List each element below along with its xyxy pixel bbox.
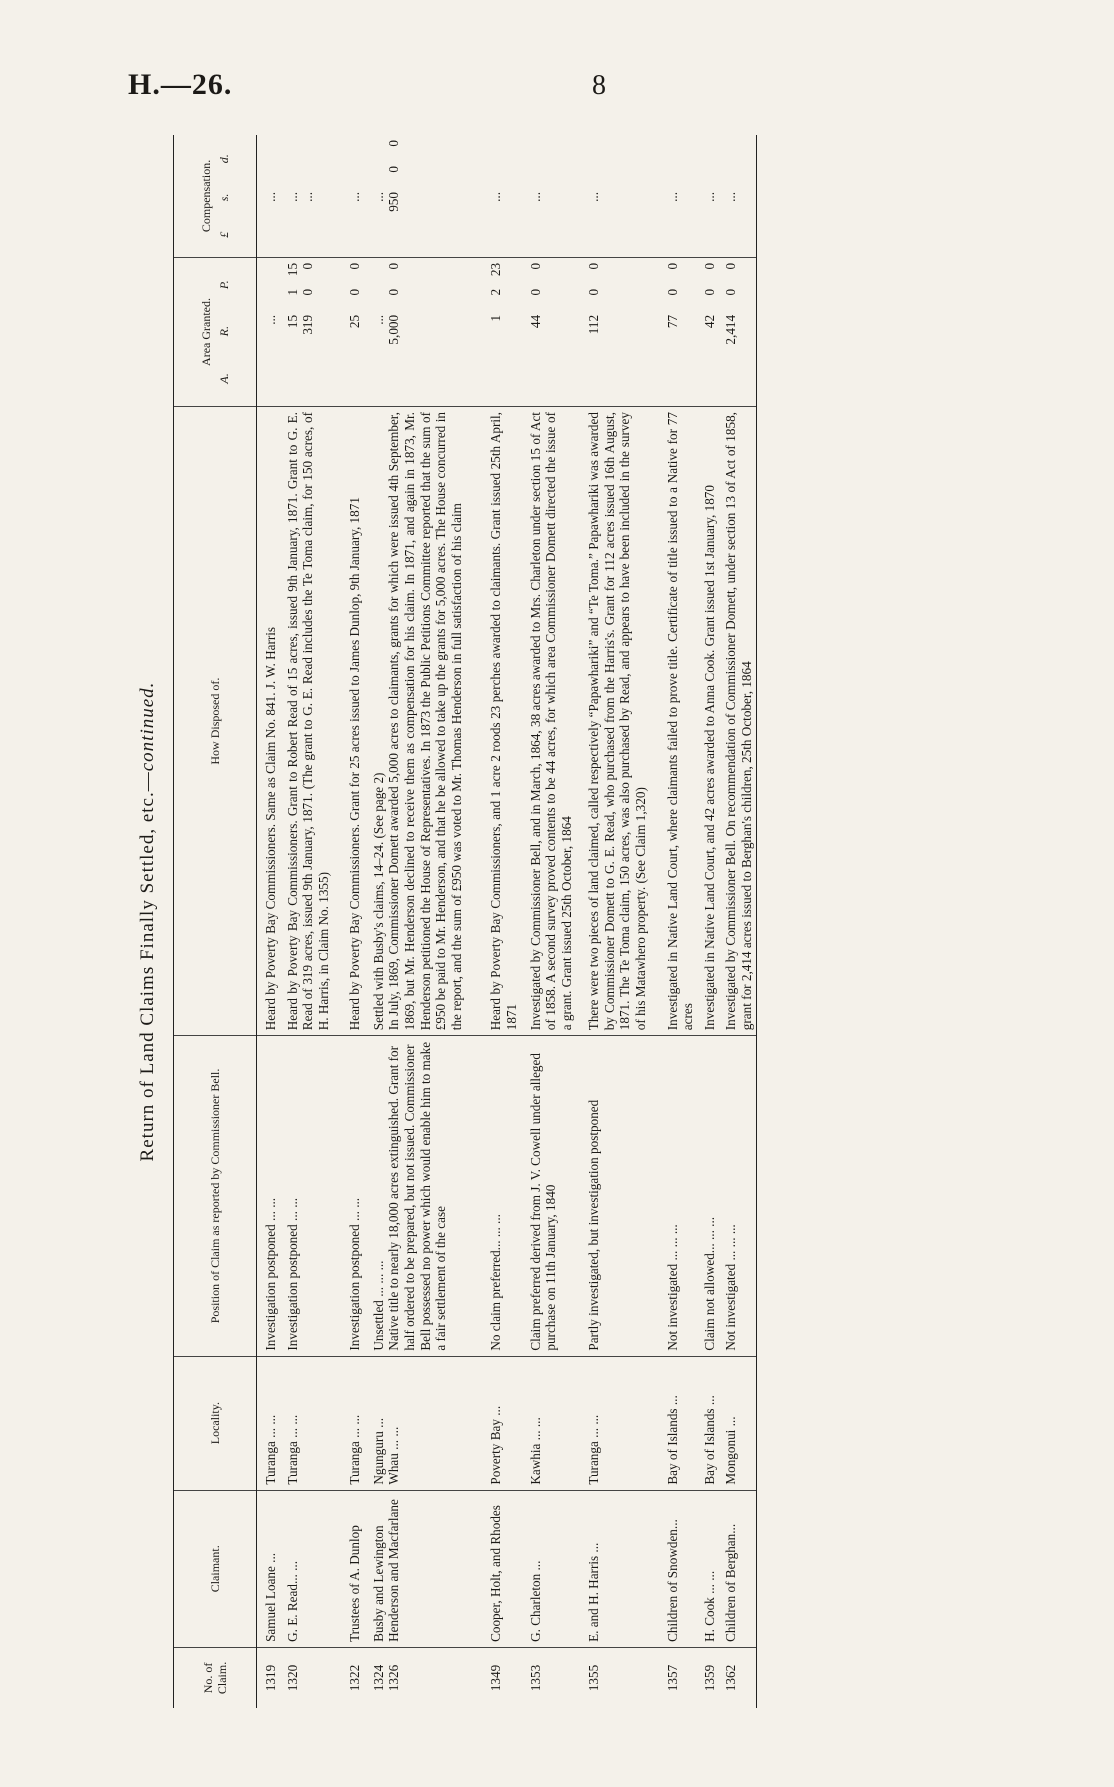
- header-locality: Locality.: [174, 1356, 257, 1490]
- claim-number: 1322: [347, 1664, 363, 1692]
- area-granted: [651, 257, 698, 406]
- unit-pence: d.: [217, 154, 231, 164]
- area-values: 112 0 0: [586, 262, 602, 335]
- area-granted: [576, 257, 650, 406]
- claimant-name: Trustees of A. Dunlop: [333, 1490, 365, 1647]
- page-number: 8: [592, 70, 606, 101]
- how-disposed: Heard by Poverty Bay Commissioners, and 1 acre 2 roods 23 perches awarded to claimants. Grant issued 25th April, 1871: [466, 407, 521, 1036]
- compensation-values: ...: [723, 192, 739, 202]
- header-area-label: Area Granted.: [198, 297, 213, 366]
- claim-position: Not investigated ... ... ...: [719, 1036, 757, 1356]
- compensation: [719, 135, 757, 257]
- claimant-name: H. Cook ... ...: [698, 1490, 720, 1647]
- table-row: [257, 135, 281, 1708]
- area-granted: [698, 257, 720, 406]
- table-row: [651, 135, 698, 1708]
- claim-position: No claim preferred... ... ...: [466, 1036, 521, 1356]
- table-row: [719, 135, 757, 1708]
- header-how: How Disposed of.: [174, 407, 257, 1036]
- locality: Kawhia ... ...: [522, 1356, 577, 1490]
- claim-position: Investigation postponed ... ...: [333, 1036, 365, 1356]
- how-disposed: Settled with Busby's claims, 14–24. (See page 2) In July, 1869, Commissioner Domett awarded 5,000 acres to claimants, grants for which were issued 4th September, 1869, but Mr. Henderson declined to receive them as compensation for his claim. In 1871, and again in 1873, Mr. Henderson petitioned the House of Representatives. In 1873 the Public Petitions Committee reported that the sum of £950 be paid to Mr. Henderson, and that he be allowed to take up the grants for 5,000 acres. The House concurred in the report, and the sum of £950 was voted to Mr. Thomas Henderson in full satisfaction of his claim: [365, 407, 466, 1036]
- claimant-name: Cooper, Holt, and Rhodes: [466, 1490, 521, 1647]
- compensation: [651, 135, 698, 257]
- header-compensation-label: Compensation.: [198, 159, 213, 233]
- compensation: [576, 135, 650, 257]
- header-claimant: Claimant.: [174, 1490, 257, 1647]
- claimant-name: E. and H. Harris ...: [576, 1490, 650, 1647]
- header-comp-units: [217, 139, 231, 253]
- locality: Turanga ... ...: [257, 1356, 281, 1490]
- area-values: 2,414 0 0: [723, 262, 739, 345]
- claim-number: 1355: [586, 1664, 602, 1692]
- area-values: ... 5,000 0 0: [370, 262, 402, 345]
- compensation: [466, 135, 521, 257]
- land-claims-table: [173, 135, 757, 1708]
- area-values: 1 2 23: [488, 262, 504, 322]
- compensation-values: ...: [664, 192, 680, 202]
- area-values: 15 319 1 0 15 0: [284, 262, 316, 335]
- rotated-table-frame: [137, 135, 1058, 1708]
- claimant-name: Busby and Lewington Henderson and Macfarlane: [365, 1490, 466, 1647]
- compensation-values: ...: [263, 192, 278, 202]
- claimant-name: G. Charleton ...: [522, 1490, 577, 1647]
- area-granted: [522, 257, 577, 406]
- table-row: [698, 135, 720, 1708]
- table-title: [137, 135, 159, 1708]
- locality: Turanga ... ...: [576, 1356, 650, 1490]
- unit-shillings: s.: [217, 193, 231, 202]
- claim-position: Claim preferred derived from J. V. Cowell under alleged purchase on 11th January, 1840: [522, 1036, 577, 1356]
- claim-number: 1357: [664, 1664, 680, 1692]
- compensation-values: ...: [527, 192, 543, 202]
- compensation-values: ...: [586, 192, 602, 202]
- locality: Turanga ... ...: [281, 1356, 334, 1490]
- table-rotation-wrapper: [137, 135, 1058, 1708]
- table-row: [365, 135, 466, 1708]
- claimant-name: Children of Snowden...: [651, 1490, 698, 1647]
- header-area: [174, 257, 257, 406]
- locality: Poverty Bay ...: [466, 1356, 521, 1490]
- claim-number: 1324 1326: [370, 1664, 402, 1692]
- claim-position: Not investigated ... ... ...: [651, 1036, 698, 1356]
- compensation: [281, 135, 334, 257]
- table-header-row: [174, 135, 257, 1708]
- table-row: [333, 135, 365, 1708]
- area-values: 42 0 0: [701, 262, 717, 329]
- claim-number: 1349: [488, 1664, 504, 1692]
- claim-position: Partly investigated, but investigation postponed: [576, 1036, 650, 1356]
- compensation: [333, 135, 365, 257]
- area-granted: [466, 257, 521, 406]
- document-reference: H.—26.: [128, 68, 233, 101]
- table-title-continued: continued.: [137, 681, 158, 772]
- area-granted: [257, 257, 281, 406]
- compensation-values: ...: [347, 192, 363, 202]
- area-values: 25 0 0: [347, 262, 363, 329]
- compensation: [698, 135, 720, 257]
- unit-pounds: £: [217, 231, 231, 238]
- header-area-units: [217, 262, 231, 402]
- how-disposed: There were two pieces of land claimed, called respectively “Papawhariki” and “Te Toma.” Papawhariki was awarded by Commissioner Domett to G. E. Read, who purchased from the Harris's. Grant for 112 acres issued 16th August, 1871. The Te Toma claim, 150 acres, was also purchased by Read, and appears to have been included in the survey of his Matawhero property. (See Claim 1,320): [576, 407, 650, 1036]
- table-row: [576, 135, 650, 1708]
- area-granted: [281, 257, 334, 406]
- how-disposed: Heard by Poverty Bay Commissioners. Same as Claim No. 841. J. W. Harris: [257, 407, 281, 1036]
- unit-perches: P.: [217, 280, 231, 290]
- area-granted: [365, 257, 466, 406]
- how-disposed: Heard by Poverty Bay Commissioners. Grant for 25 acres issued to James Dunlop, 9th January, 1871: [333, 407, 365, 1036]
- compensation-values: ...: [701, 192, 717, 202]
- claim-number: 1319: [263, 1664, 278, 1692]
- claim-position: Unsettled ... ... ... Native title to nearly 18,000 acres extinguished. Grant for half ordered to be prepared, but not issued. Commissioner Bell possessed no power which would enable him to make a fair settlement of the case: [365, 1036, 466, 1356]
- header-no: No. of Claim.: [174, 1647, 257, 1708]
- compensation: [257, 135, 281, 257]
- locality: Turanga ... ...: [333, 1356, 365, 1490]
- table-row: [281, 135, 334, 1708]
- compensation-values: ... ...: [284, 192, 316, 202]
- claimant-name: Samuel Loane ...: [257, 1490, 281, 1647]
- unit-roods: R.: [217, 326, 231, 337]
- claim-position: Investigation postponed ... ...: [281, 1036, 334, 1356]
- area-values: 44 0 0: [527, 262, 543, 329]
- header-position: Position of Claim as reported by Commissioner Bell.: [174, 1036, 257, 1356]
- table-title-main: Return of Land Claims Finally Settled, etc.—: [137, 771, 158, 1162]
- compensation: [522, 135, 577, 257]
- claim-number: 1362: [719, 1647, 757, 1708]
- claimant-name: G. E. Read... ...: [281, 1490, 334, 1647]
- claim-number: 1359: [701, 1664, 717, 1692]
- locality: Ngunguru ... Whau ... ...: [365, 1356, 466, 1490]
- how-disposed: Investigated in Native Land Court, and 42 acres awarded to Anna Cook. Grant issued 1st January, 1870: [698, 407, 720, 1036]
- locality: Bay of Islands ...: [651, 1356, 698, 1490]
- compensation-values: ... 950 0 0: [370, 140, 402, 212]
- claim-number: 1320: [284, 1664, 300, 1692]
- area-granted: [333, 257, 365, 406]
- compensation-values: ...: [488, 192, 504, 202]
- area-values: 77 0 0: [664, 262, 680, 329]
- how-disposed: Heard by Poverty Bay Commissioners. Grant to Robert Read of 15 acres, issued 9th January, 1871. Grant to G. E. Read of 319 acres, issued 9th January, 1871. (The grant to G. E. Read includes the Te Toma claim, for 150 acres, of H. Harris, in Claim No. 1355): [281, 407, 334, 1036]
- header-compensation: [174, 135, 257, 257]
- unit-acres: A.: [217, 373, 231, 384]
- area-values: ...: [263, 314, 278, 325]
- table-row: [466, 135, 521, 1708]
- compensation: [365, 135, 466, 257]
- table-body: [257, 135, 757, 1708]
- table-row: [522, 135, 577, 1708]
- locality: Mongonui ...: [719, 1356, 757, 1490]
- area-granted: [719, 257, 757, 406]
- claim-number: 1353: [527, 1664, 543, 1692]
- claim-position: Investigation postponed ... ...: [257, 1036, 281, 1356]
- how-disposed: Investigated by Commissioner Bell. On recommendation of Commissioner Domett, under section 13 of Act of 1858, grant for 2,414 acres issued to Berghan's children, 25th October, 1864: [719, 407, 757, 1036]
- claim-position: Claim not allowed... ... ...: [698, 1036, 720, 1356]
- locality: Bay of Islands ...: [698, 1356, 720, 1490]
- claimant-name: Children of Berghan...: [719, 1490, 757, 1647]
- how-disposed: Investigated by Commissioner Bell, and in March, 1864, 38 acres awarded to Mrs. Charleton under section 15 of Act of 1858. A second survey proved contents to be 44 acres, for which area Commissioner Domett directed the issue of a grant. Grant issued 25th October, 1864: [522, 407, 577, 1036]
- how-disposed: Investigated in Native Land Court, where claimants failed to prove title. Certificate of title issued to a Native for 77 acres: [651, 407, 698, 1036]
